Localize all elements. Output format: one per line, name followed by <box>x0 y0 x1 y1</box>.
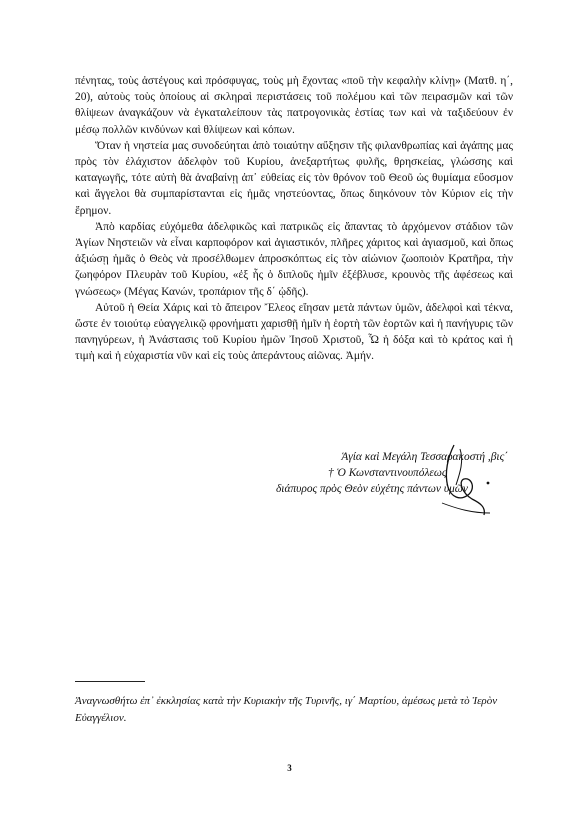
signature-closing: διάπυρος πρὸς Θεὸν εὐχέτης πάντων ὑμῶν <box>276 483 468 496</box>
paragraph-wishes: Ἀπὸ καρδίας εὐχόμεθα ἀδελφικῶς καὶ πατρικῶς εἰς ἅπαντας τὸ ἀρχόμενον στάδιον τῶν Ἁγίων Νηστειῶν νὰ εἶναι καρποφόρον καὶ ἁγιαστικόν, πλῆρες χάριτος καὶ ἁγιασμοῦ, καὶ ὅπως ἀξιώσῃ ἡμᾶς ὁ Θεὸς νὰ προσέλθωμεν ἀπροσκόπτως εἰς τὸν αἰώνιον ζωοποιὸν Κρατῆρα, τὴν ζωηφόρον Πλευρὰν τοῦ Κυρίου, «ἐξ ἧς ὁ διπλοῦς ἡμῖν ἐξέβλυσε, κρουνὸς τῆς ἀφέσεως καὶ γνώσεως» (Μέγας Κανών, τροπάριον τῆς δ΄ ᾠδῆς). <box>75 220 513 298</box>
footnote-divider <box>75 681 145 682</box>
signature-date: Ἁγία καὶ Μεγάλη Τεσσαρακοστή ,βις΄ <box>341 451 508 463</box>
footnote-text: Ἀναγνωσθήτω ἐπ᾽ ἐκκλησίας κατὰ τὴν Κυριακὴν τῆς Τυρινῆς, ιγ΄ Μαρτίου, ἀμέσως μετὰ τὸ Ἱερὸν Εὐαγγέλιον. <box>75 695 498 724</box>
signature-title: † Ὁ Κωνσταντινουπόλεως <box>328 467 447 480</box>
handwritten-signature-icon <box>368 443 518 523</box>
signature-block <box>268 449 518 498</box>
paragraph-continuation: πένητας, τοὺς ἀστέγους καὶ πρόσφυγας, τοὺς μὴ ἔχοντας «ποῦ τὴν κεφαλὴν κλίνῃ» (Ματθ. η΄, 20), αὐτοὺς τοὺς ὁποίους αἱ σκληραὶ περιστάσεις τοῦ πολέμου καὶ τῶν πειρασμῶν καὶ τῶν θλίψεων ἀναγκάζουν νὰ ἐγκαταλείπουν τὰς πατρογονικὰς ἑστίας των καὶ νὰ ταξιδεύουν ἐν μέσῳ πολλῶν κινδύνων καὶ θλίψεων καὶ κόπων. <box>75 75 513 136</box>
paragraph-fasting: Ὅταν ἡ νηστεία μας συνοδεύηται ἀπὸ τοιαύτην αὔξησιν τῆς φιλανθρωπίας καὶ ἀγάπης μας πρὸς τὸν ἐλάχιστον ἀδελφὸν τοῦ Κυρίου, ἀνεξαρτήτως φυλῆς, θρησκείας, γλώσσης καὶ καταγωγῆς, τότε αὐτὴ θὰ ἀναβαίνῃ ἀπ᾽ εὐθείας εἰς τὸν θρόνον τοῦ Θεοῦ ὡς θυμίαμα εὔοσμον καὶ ἄγγελοι θὰ συμπαρίστανται εἰς ἡμᾶς νηστεύοντας, ὅπως διηκόνουν τὸν Κύριον εἰς τὴν ἔρημον. <box>75 139 513 217</box>
paragraph-blessing: Αὐτοῦ ἡ Θεία Χάρις καὶ τὸ ἄπειρον Ἔλεος εἴησαν μετὰ πάντων ὑμῶν, ἀδελφοὶ καὶ τέκνα, ὥστε ἐν τοιούτῳ εὐαγγελικῷ φρονήματι χαρισθῇ ἡμῖν ἡ ἑορτὴ τῶν ἑορτῶν καὶ ἡ πανήγυρις τῶν πανηγύρεων, ἡ Ἀνάστασις τοῦ Κυρίου ἡμῶν Ἰησοῦ Χριστοῦ, Ὧ ἡ δόξα καὶ τὸ κράτος καὶ ἡ τιμὴ καὶ ἡ εὐχαριστία νῦν καὶ εἰς τοὺς ἀπεράντους αἰῶνας. Ἀμήν. <box>75 301 513 363</box>
letter-body <box>75 73 513 365</box>
page-number: 3 <box>287 763 292 773</box>
